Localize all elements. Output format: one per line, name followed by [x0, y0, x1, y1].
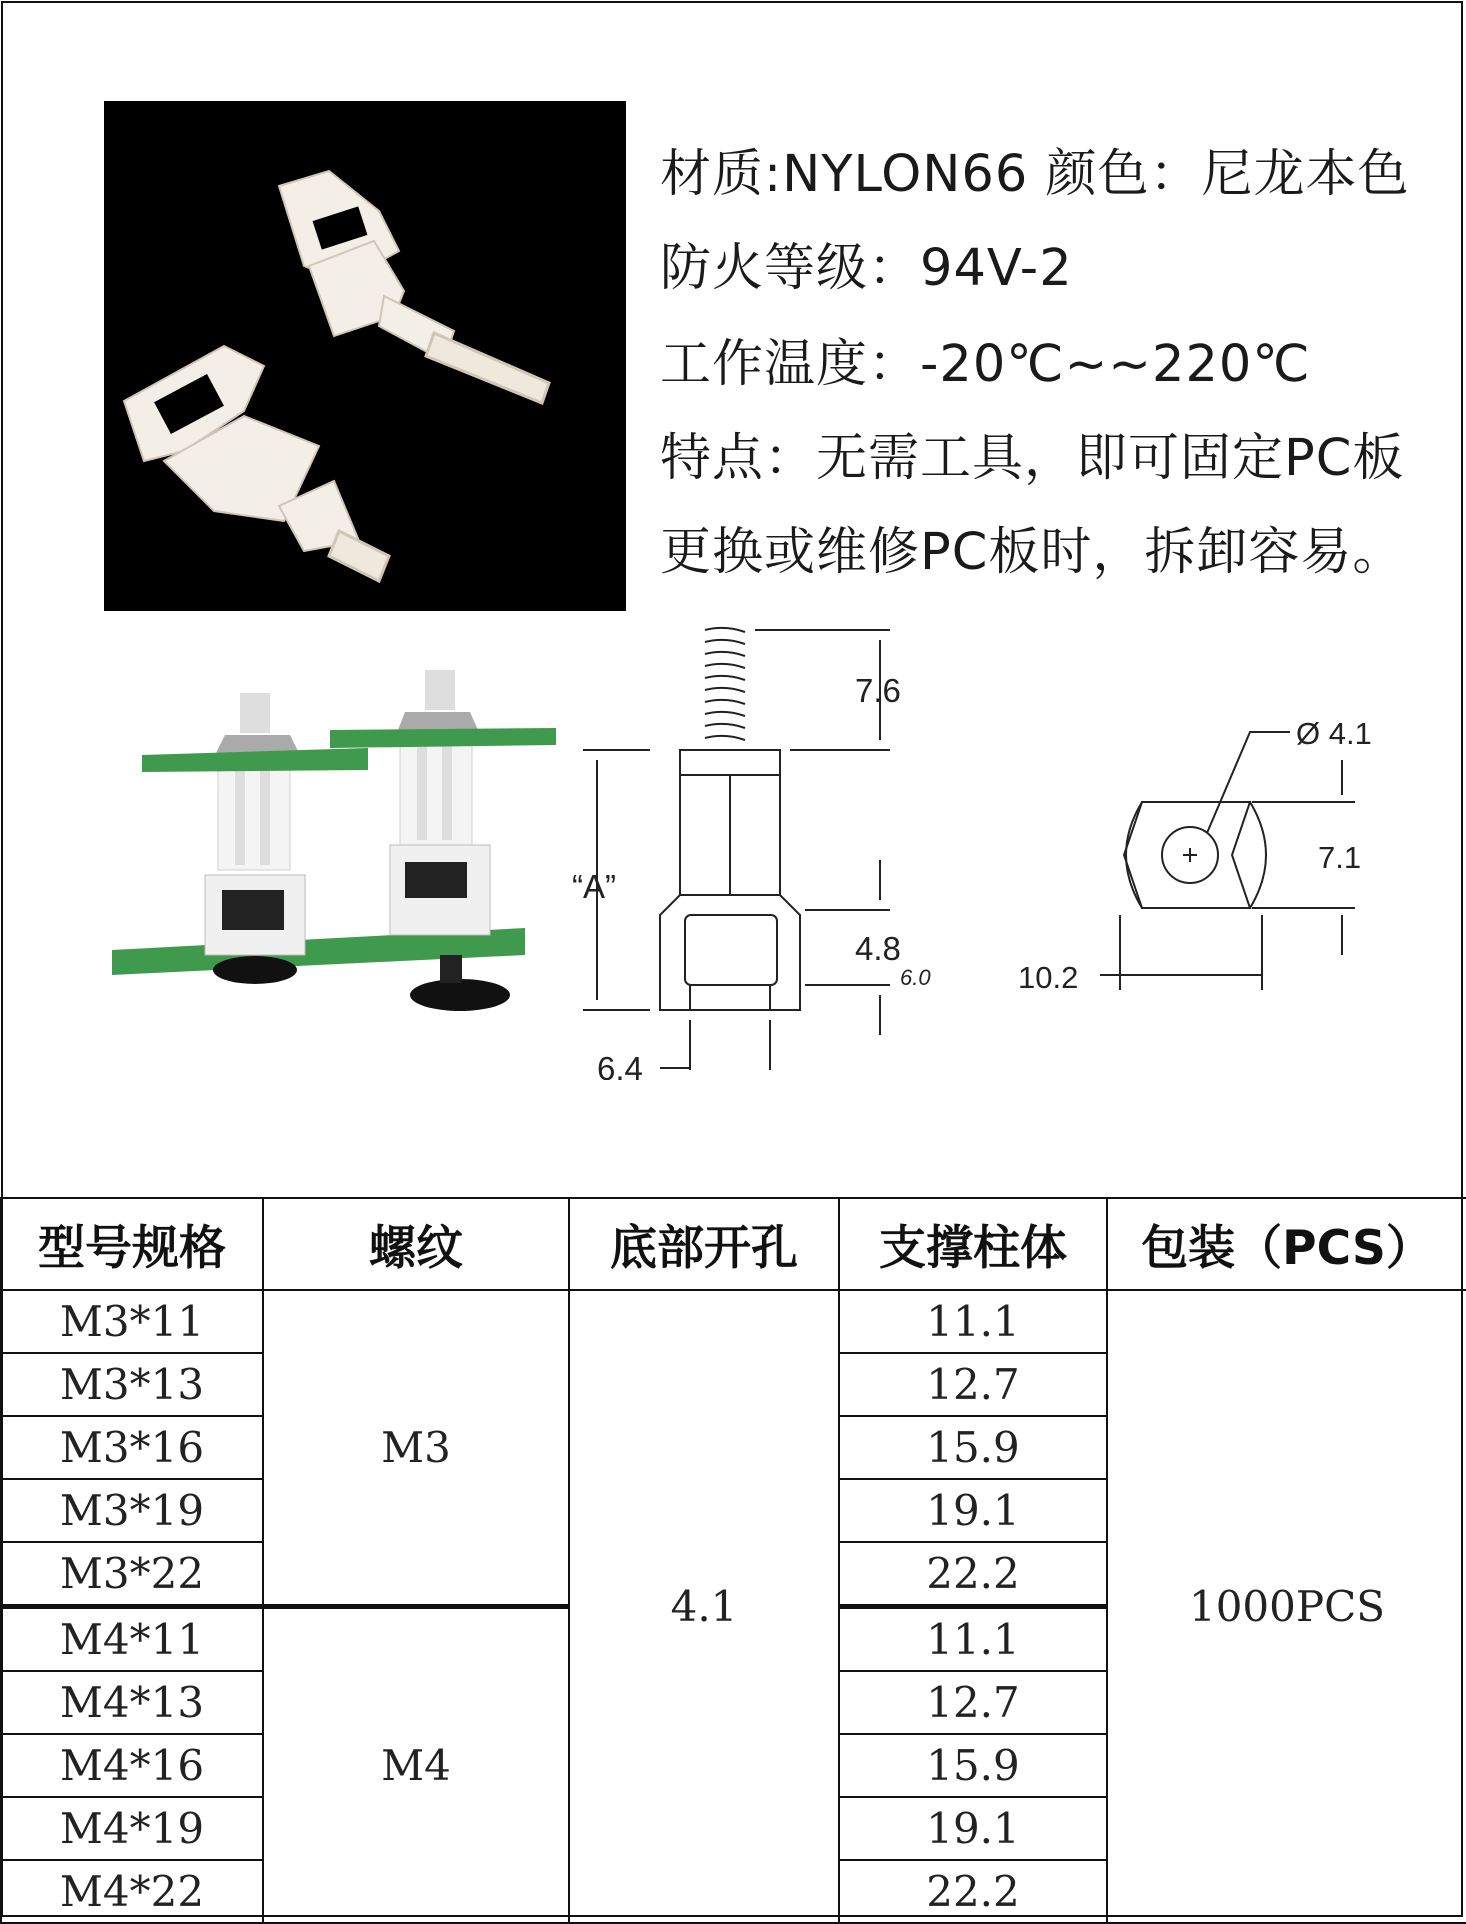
- spec-feature-2: 更换或维修PC板时，拆卸容易。: [660, 523, 1405, 582]
- dim-hex-height: 4.8: [855, 930, 901, 967]
- header-thread: 螺纹: [263, 1198, 569, 1290]
- cell-model: M3*13: [1, 1353, 263, 1416]
- cell-model: M4*22: [1, 1860, 263, 1923]
- header-model: 型号规格: [1, 1198, 263, 1290]
- spec-flame-rating: 防火等级：94V-2: [660, 239, 1073, 298]
- dim-hole-diameter: Ø 4.1: [1296, 716, 1372, 751]
- cell-model: M3*22: [1, 1542, 263, 1607]
- header-package: 包装（PCS）: [1107, 1198, 1466, 1290]
- table-row: [1, 1290, 1466, 1353]
- cell-model: M4*13: [1, 1671, 263, 1734]
- dim-thread-length: 7.6: [855, 672, 901, 709]
- cell-model: M3*19: [1, 1479, 263, 1542]
- header-support-body: 支撑柱体: [839, 1198, 1107, 1290]
- dim-base-height: 7.1: [1318, 840, 1362, 875]
- cell-height: 12.7: [839, 1671, 1107, 1734]
- cell-package: 1000PCS: [1107, 1290, 1466, 1923]
- table-header-row: [1, 1198, 1466, 1290]
- cell-height: 22.2: [839, 1860, 1107, 1923]
- cell-height: 12.7: [839, 1353, 1107, 1416]
- cell-height: 19.1: [839, 1797, 1107, 1860]
- product-photo: [104, 101, 626, 611]
- cell-model: M4*11: [1, 1607, 263, 1672]
- dim-a-label: “A”: [572, 868, 616, 905]
- cell-height: 15.9: [839, 1416, 1107, 1479]
- cell-height: 11.1: [839, 1290, 1107, 1353]
- base-view-drawing: [1100, 732, 1355, 990]
- technical-drawing: [0, 600, 1466, 1080]
- cell-height: 15.9: [839, 1734, 1107, 1797]
- cell-hole: 4.1: [569, 1290, 839, 1923]
- side-view-drawing: [583, 628, 890, 1070]
- cell-model: M4*19: [1, 1797, 263, 1860]
- cell-model: M3*11: [1, 1290, 263, 1353]
- cell-height: 11.1: [839, 1607, 1107, 1672]
- cell-height: 19.1: [839, 1479, 1107, 1542]
- spec-table: [0, 1197, 1466, 1924]
- dim-base-width: 10.2: [1018, 960, 1079, 995]
- cell-model: M3*16: [1, 1416, 263, 1479]
- dim-hex-height-alt: 6.0: [900, 965, 931, 990]
- cell-height: 22.2: [839, 1542, 1107, 1607]
- mounting-illustration: [112, 670, 556, 1011]
- cell-model: M4*16: [1, 1734, 263, 1797]
- dim-hex-width: 6.4: [597, 1050, 643, 1080]
- spec-material: 材质:NYLON66 颜色：尼龙本色: [660, 145, 1410, 204]
- spec-temperature: 工作温度：-20℃~~220℃: [660, 335, 1311, 394]
- spec-feature-1: 特点：无需工具，即可固定PC板: [660, 429, 1405, 488]
- cell-thread-m4: M4: [263, 1607, 569, 1924]
- cell-thread-m3: M3: [263, 1290, 569, 1607]
- header-hole: 底部开孔: [569, 1198, 839, 1290]
